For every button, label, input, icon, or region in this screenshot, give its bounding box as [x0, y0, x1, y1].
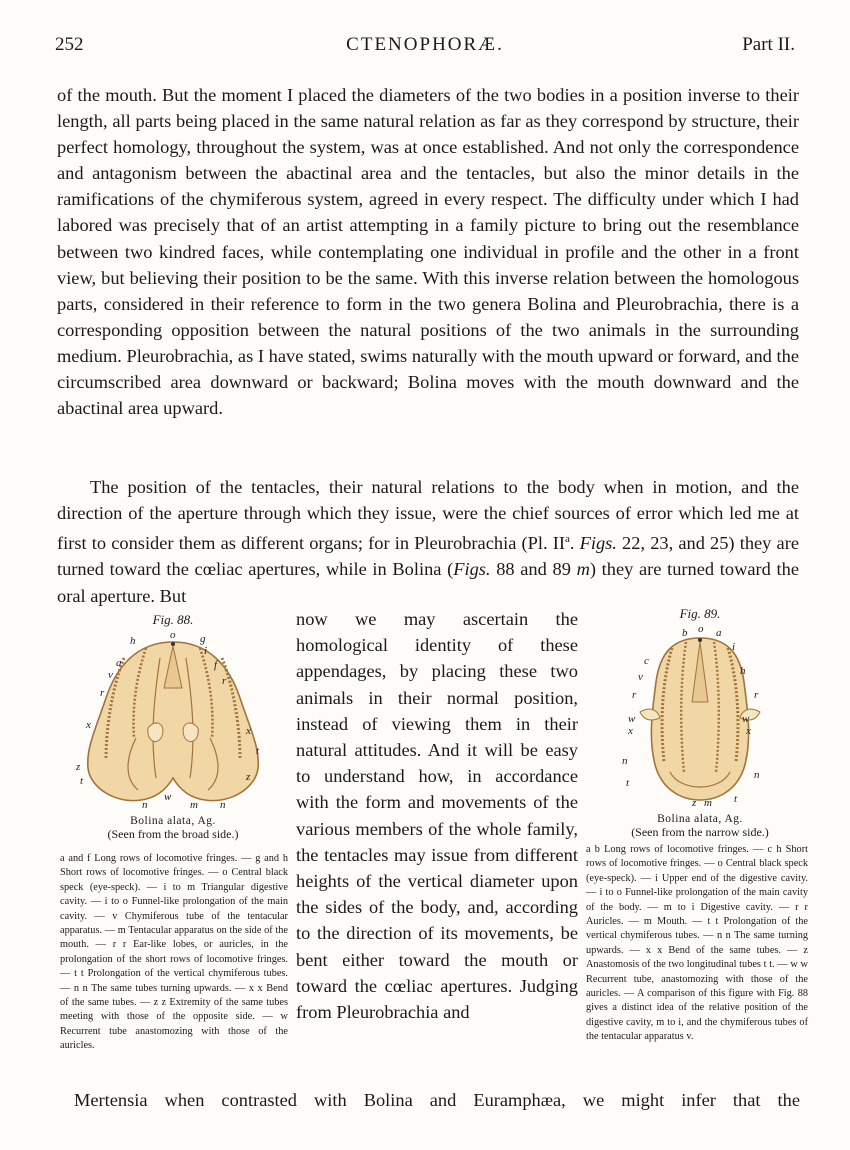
figure-89-subcaption: (Seen from the narrow side.) [631, 825, 769, 839]
fig89-letter-n-left: n [622, 755, 628, 767]
fig88-letter-i: i [204, 645, 208, 657]
fig88-letter-n-right: n [220, 799, 226, 810]
fig88-letter-r-left: r [100, 687, 105, 699]
fig89-letter-t-right: t [734, 793, 738, 805]
fig89-letter-h: h [740, 665, 746, 677]
fig88-letter-v: v [108, 669, 113, 681]
fig89-letter-n-right: n [754, 769, 760, 781]
paragraph-2-text-a: The position of the tentacles, their natural relations to the body when in motion, and the direction of the aperture through which they issue, were the chief sources of error which led me at first to consider them as different organs; for in Pleurobrachia (Pl. II [57, 477, 799, 554]
paragraph-2-text-b: . [569, 533, 580, 554]
fig89-letter-a: a [716, 627, 722, 639]
fig89-letter-v: v [638, 671, 643, 683]
fig88-letter-t-right: t [256, 745, 260, 757]
fig89-letter-c: c [644, 655, 649, 667]
paragraph-2-text-c: 22, 23, and 25) they are turned toward the cœliac apertures, while in Bolina ( [57, 533, 799, 580]
fig89-letter-x-left: x [628, 725, 633, 737]
last-line: Mertensia when contrasted with Bolina and Euramphæa, we might infer that the [74, 1090, 800, 1110]
fig89-letter-m: m [704, 797, 712, 808]
fig89-letter-w-left: w [628, 713, 636, 725]
paragraph-1: of the mouth. But the moment I placed the diameters of the two bodies in a position inverse to their length, all parts being placed in the same natural relation as far as they correspond by structure, their perfect homology, throughout the system, was at once established. And not only the correspondence and antagonism between the abactinal area and the tentacles, but also the minor details in the ramifications of the chymiferous system, agreed in every respect. The difficulty under which I had labored was precisely that of an artist attempting in a family picture to bring out the resemblance between two kindred faces, while contemplating one individual in profile and the other in a front view, but believing their position to be the same. With this inverse relation between the homologous parts, considered in their reference to form in the two genera Bolina and Pleurobrachia, there is a corresponding opposition between the natural positions of the two animals in the surrounding medium. Pleurobrachia, as I have stated, swims naturally with the mouth upward or forward, and the circumscribed area downward or backward; Bolina moves with the mouth downward and the abactinal area upward. [57, 85, 799, 419]
figure-88 [66, 612, 280, 842]
middle-column-text: now we may ascertain the homological identity of these appendages, by placing these two animals in their normal position, instead of viewing them in their natural attitudes. And it will be easy to understand how, in accordance with the form and movements of the various members of the whole family, the tentacles may issue from different heights of the vertical diameter upon the sides of the body, and, according to the direction of its movements, be bent either toward the mouth or toward the cœliac apertures. Judging from Pleurobrachia and [296, 609, 578, 1023]
fig88-letter-f: f [214, 659, 218, 671]
fig88-letter-w: w [164, 791, 172, 803]
fig89-letter-r-left: r [632, 689, 637, 701]
figure-88-caption: Bolina alata, Ag. [130, 815, 216, 827]
part-label: Part II. [742, 34, 795, 55]
fig89-letter-w-right: w [742, 713, 750, 725]
figure-89 [600, 606, 800, 840]
fig88-letter-g: g [200, 633, 206, 645]
figs-ref: Figs. [579, 533, 617, 554]
paragraph-2 [57, 474, 799, 609]
fig88-letter-n-left: n [142, 799, 148, 810]
fig88-letter-x-left: x [86, 719, 91, 731]
fig88-letter-r-right: r [222, 675, 227, 687]
plate-superscript: a [564, 533, 570, 546]
fig89-letter-b: b [682, 627, 688, 639]
figure-89-illustration [600, 622, 800, 808]
page-number: 252 [55, 34, 84, 55]
fig89-letter-x-right: x [746, 725, 751, 737]
page-header [55, 34, 795, 60]
fig88-letter-o: o [170, 629, 176, 641]
figure-89-label: Fig. 89. [679, 606, 721, 621]
fig88-letter-t-left: t [80, 775, 84, 787]
fig89-letter-z: z [692, 797, 697, 808]
fig89-letter-r-right: r [754, 689, 759, 701]
fig88-letter-a: a [116, 657, 122, 669]
fig89-letter-t-left: t [626, 777, 630, 789]
fig88-letter-h: h [130, 635, 136, 647]
fig88-letter-z-right: z [246, 771, 251, 783]
figs-ref-2: Figs. [453, 559, 491, 580]
figure-88-label: Fig. 88. [152, 612, 194, 627]
fig89-letter-i: i [732, 641, 736, 653]
fig88-letter-x-right: x [246, 725, 251, 737]
paragraph-2-text-e: ) they are turned toward the oral aperture. But [57, 559, 799, 606]
figure-89-legend: a b Long rows of locomotive fringes. — c h Short rows of locomotive fringes. — o Central black speck (eye-speck). — i Upper end of the digestive cavity. — i to o Funnel-like prolongation of the main cavity of the body. — m to i Digestive cavity. — r r Auricles. — m Mouth. — t t Prolongation of the vertical chymiferous tubes. — n n The same turning upwards. — x x Bend of the same tubes. — z Anastomosis of the two longitudinal tubes t t. — w w Recurrent tube, anastomozing with those of the auricles. — A comparison of this figure with Fig. 88 gives a distinct idea of the relative position of the digestive cavity, m to i, and the chymiferous tubes of the tentacular apparatus v. [586, 844, 808, 1043]
paragraph-2-text-d: 88 and 89 [490, 559, 577, 580]
figure-89-caption: Bolina alata, Ag. [657, 813, 743, 825]
figure-88-legend: a and f Long rows of locomotive fringes. — g and h Short rows of locomotive fringes. — o Central black speck (eye-speck). — i to m Triangular digestive cavity. — i to o Funnel-like prolongation of the main cavity. — v Chymiferous tube of the tentacular apparatus. — m Tentacular apparatus on the side of the mouth. — r r Ear-like lobes, or auricles, in the prolongation of the short rows of locomotive fringes. — t t Prolongation of the vertical chymiferous tubes. — n n The same tubes turning upwards. — x x Bend of the same tubes. — z z Extremity of the same tubes meeting with those of the opposite side. — w Recurrent tube anastomozing with those of the auricles. [60, 853, 288, 1052]
figure-88-illustration [66, 628, 280, 810]
figure-88-subcaption: (Seen from the broad side.) [107, 827, 239, 841]
fig89-letter-o: o [698, 623, 704, 635]
fig88-letter-m: m [190, 799, 198, 810]
fig88-letter-z-left: z [76, 761, 81, 773]
running-title: CTENOPHORÆ. [346, 34, 504, 55]
m-ref: m [576, 559, 590, 580]
